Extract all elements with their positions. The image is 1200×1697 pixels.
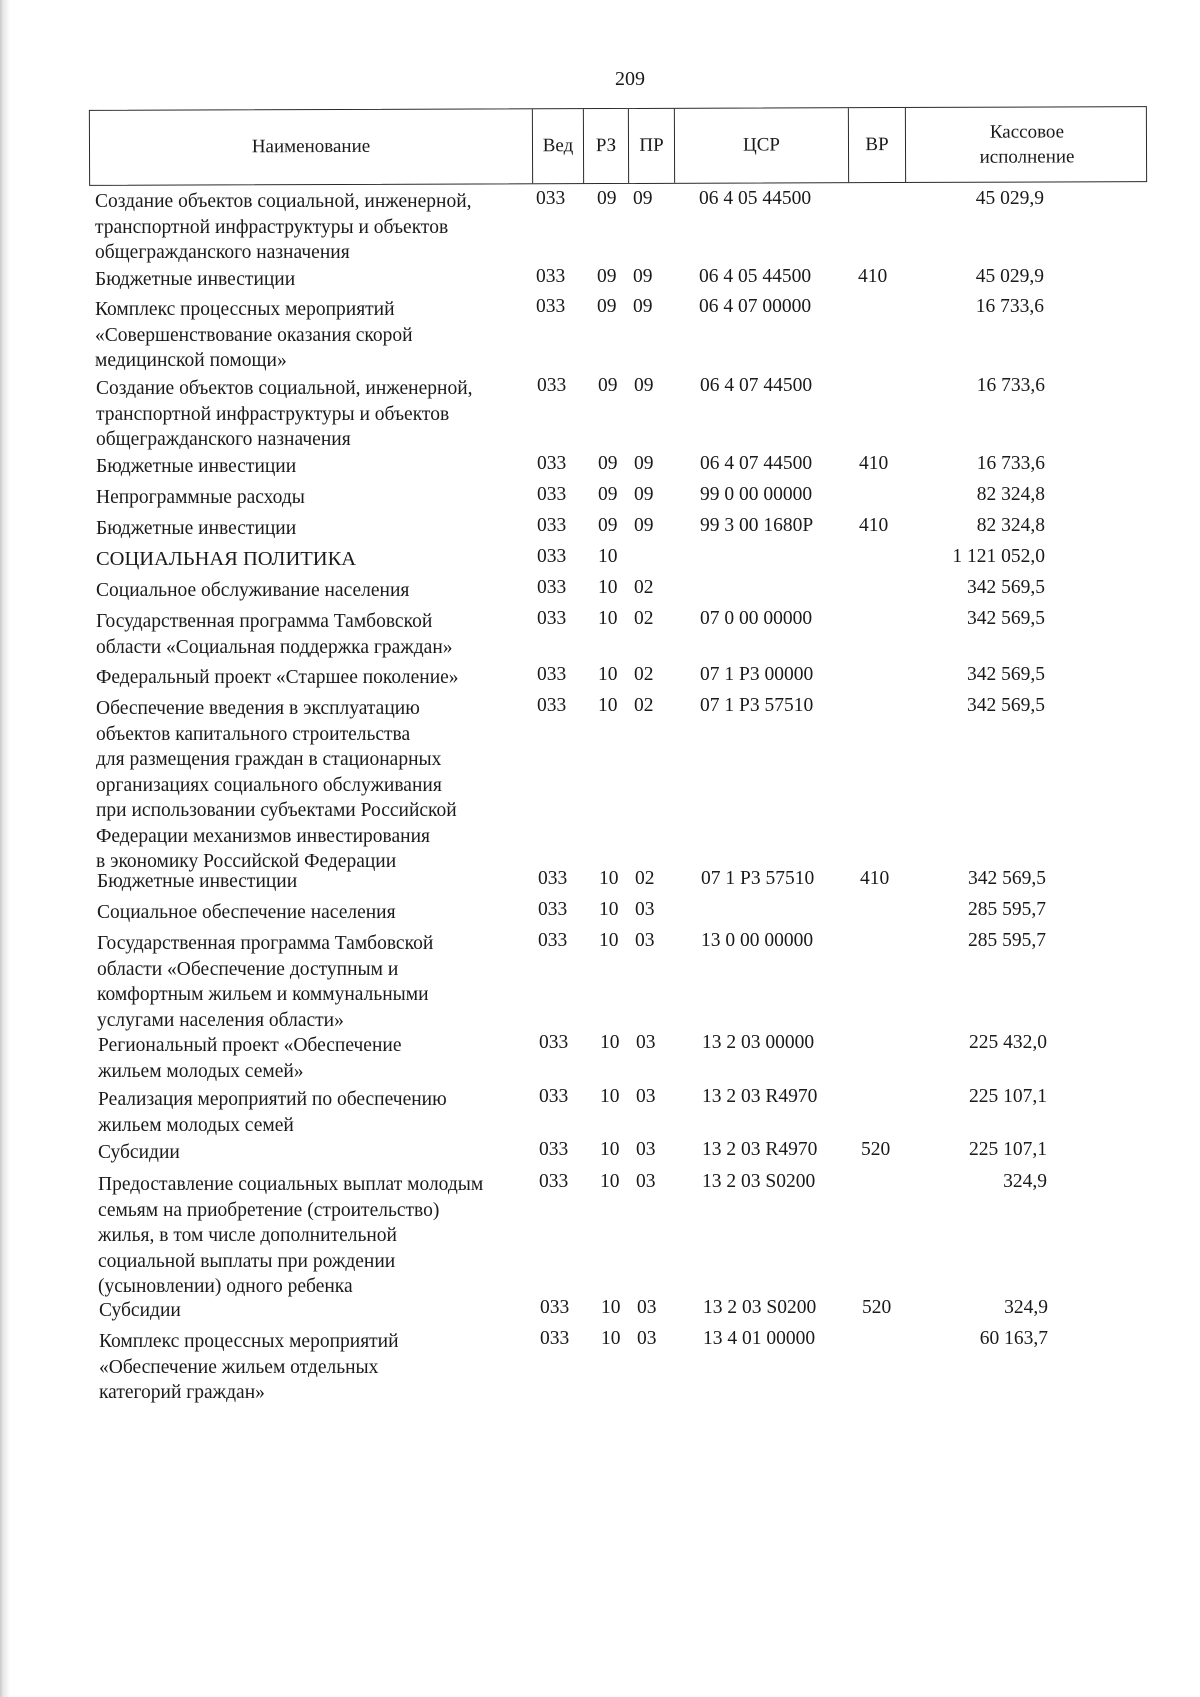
row-sum: 225 107,1 (969, 1139, 1047, 1160)
row-name: СОЦИАЛЬНАЯ ПОЛИТИКА (96, 548, 357, 570)
row-rz: 10 (599, 868, 619, 889)
row-rz: 10 (598, 664, 618, 685)
row-name: Бюджетные инвестиции (97, 871, 298, 892)
row-csr: 13 2 03 S0200 (703, 1297, 817, 1318)
row-rz: 10 (601, 1297, 621, 1318)
row-sum: 342 569,5 (967, 577, 1045, 598)
row-csr: 13 2 03 R4970 (702, 1139, 818, 1160)
row-sum: 45 029,9 (975, 266, 1044, 287)
row-name: Комплекс процессных мероприятий «Совершенствование оказания скорой медицинской помощи» (95, 299, 413, 371)
row-sum: 16 733,6 (976, 453, 1045, 474)
row-vr: 410 (860, 868, 890, 889)
row-ved: 033 (539, 1139, 569, 1160)
row-csr: 06 4 07 44500 (700, 453, 813, 474)
header-name: Наименование (90, 109, 533, 185)
row-sum: 324,9 (1003, 1171, 1047, 1192)
row-ved: 033 (536, 188, 566, 209)
row-vr: 410 (858, 266, 888, 287)
row-rz: 09 (598, 375, 618, 396)
row-rz: 10 (600, 1032, 620, 1053)
header-pr: ПР (629, 109, 675, 183)
row-sum: 1 121 052,0 (952, 546, 1045, 567)
row-csr: 06 4 05 44500 (699, 188, 812, 209)
row-csr: 07 1 Р3 57510 (701, 868, 815, 889)
row-name: Комплекс процессных мероприятий «Обеспечение жильем отдельных категорий граждан» (99, 1331, 399, 1403)
row-pr: 02 (634, 695, 654, 716)
row-pr: 03 (637, 1328, 657, 1349)
row-csr: 13 2 03 R4970 (702, 1086, 818, 1107)
row-sum: 16 733,6 (975, 296, 1044, 317)
row-ved: 033 (536, 296, 566, 317)
row-ved: 033 (538, 868, 568, 889)
row-pr: 03 (636, 1171, 656, 1192)
row-ved: 033 (540, 1328, 570, 1349)
row-rz: 10 (598, 577, 618, 598)
row-name: Региональный проект «Обеспечение жильем молодых семей» (98, 1035, 402, 1082)
row-sum: 342 569,5 (967, 664, 1045, 685)
row-sum: 225 107,1 (969, 1086, 1047, 1107)
row-rz: 10 (598, 695, 618, 716)
row-sum: 285 595,7 (968, 930, 1046, 951)
row-ved: 033 (536, 266, 566, 287)
row-rz: 09 (597, 296, 617, 317)
row-vr: 520 (861, 1139, 891, 1160)
row-ved: 033 (537, 453, 567, 474)
row-sum: 342 569,5 (968, 868, 1046, 889)
row-pr: 02 (634, 664, 654, 685)
row-pr: 09 (634, 453, 654, 474)
row-pr: 02 (634, 577, 654, 598)
row-sum: 16 733,6 (976, 375, 1045, 396)
row-name: Социальное обслуживание населения (96, 580, 410, 601)
header-ved: Вед (533, 109, 584, 183)
row-name: Социальное обеспечение населения (97, 902, 396, 923)
row-ved: 033 (539, 1086, 569, 1107)
row-rz: 09 (598, 515, 618, 536)
row-rz: 09 (598, 484, 618, 505)
row-name: Создание объектов социальной, инженерной, транспортной инфраструктуры и объектов общегражданского назначения (95, 191, 472, 263)
row-sum: 285 595,7 (968, 899, 1046, 920)
table-header (89, 106, 1147, 186)
row-pr: 02 (634, 608, 654, 629)
row-pr: 09 (634, 484, 654, 505)
row-csr: 07 1 Р3 00000 (700, 664, 814, 685)
row-name: Государственная программа Тамбовской области «Обеспечение доступным и комфортным жильем и коммунальными услугами населения области» (97, 933, 434, 1031)
row-ved: 033 (538, 930, 568, 951)
row-pr: 09 (633, 266, 653, 287)
row-rz: 09 (597, 266, 617, 287)
row-name: Бюджетные инвестиции (96, 518, 297, 539)
row-rz: 09 (597, 188, 617, 209)
scan-edge-shadow (0, 0, 10, 1697)
row-sum: 342 569,5 (967, 608, 1045, 629)
header-rz: РЗ (584, 109, 629, 183)
row-rz: 10 (601, 1328, 621, 1349)
row-sum: 324,9 (1004, 1297, 1048, 1318)
row-pr: 03 (636, 1032, 656, 1053)
row-ved: 033 (537, 546, 567, 567)
row-ved: 033 (537, 375, 567, 396)
row-name: Бюджетные инвестиции (96, 456, 297, 477)
row-pr: 03 (636, 1086, 656, 1107)
row-rz: 10 (599, 930, 619, 951)
row-name: Субсидии (98, 1142, 180, 1163)
row-ved: 033 (537, 484, 567, 505)
row-csr: 07 1 Р3 57510 (700, 695, 814, 716)
row-csr: 06 4 07 44500 (700, 375, 813, 396)
row-sum: 45 029,9 (975, 188, 1044, 209)
row-csr: 06 4 05 44500 (699, 266, 812, 287)
row-name: Бюджетные инвестиции (95, 269, 296, 290)
row-name: Реализация мероприятий по обеспечению жильем молодых семей (98, 1089, 447, 1136)
row-rz: 10 (600, 1171, 620, 1192)
row-pr: 09 (633, 188, 653, 209)
header-vr: ВР (849, 108, 906, 182)
row-pr: 03 (635, 899, 655, 920)
row-csr: 13 4 01 00000 (703, 1328, 816, 1349)
row-ved: 033 (537, 577, 567, 598)
row-sum: 82 324,8 (976, 484, 1045, 505)
row-csr: 13 2 03 00000 (702, 1032, 815, 1053)
row-csr: 99 0 00 00000 (700, 484, 813, 505)
row-csr: 13 2 03 S0200 (702, 1171, 816, 1192)
header-sum: Кассовое исполнение (979, 121, 1075, 168)
row-name: Непрограммные расходы (96, 487, 305, 508)
row-pr: 09 (633, 296, 653, 317)
row-vr: 520 (862, 1297, 892, 1318)
row-vr: 410 (859, 453, 889, 474)
row-vr: 410 (859, 515, 889, 536)
row-ved: 033 (537, 515, 567, 536)
row-rz: 10 (598, 546, 618, 567)
row-csr: 06 4 07 00000 (699, 296, 812, 317)
row-rz: 10 (600, 1086, 620, 1107)
row-csr: 99 3 00 1680Р (700, 515, 814, 536)
row-sum: 342 569,5 (967, 695, 1045, 716)
row-name: Предоставление социальных выплат молодым семьям на приобретение (строительство) жилья, в том числе дополнительной социальной выплаты при рождении (усыновлении) одного ребенка (98, 1174, 484, 1297)
row-name: Создание объектов социальной, инженерной, транспортной инфраструктуры и объектов общегражданского назначения (96, 378, 473, 450)
row-ved: 033 (539, 1171, 569, 1192)
row-pr: 09 (634, 375, 654, 396)
header-csr: ЦСР (675, 108, 849, 183)
row-csr: 07 0 00 00000 (700, 608, 813, 629)
row-pr: 02 (635, 868, 655, 889)
row-csr: 13 0 00 00000 (701, 930, 814, 951)
row-ved: 033 (540, 1297, 570, 1318)
row-name: Государственная программа Тамбовской области «Социальная поддержка граждан» (96, 611, 453, 658)
row-name: Обеспечение введения в эксплуатацию объектов капитального строительства для размещения граждан в стационарных организациях социального обслуживания при использовании субъектами Российской Федерации механизмов инвестирования в экономику Российской Федерации (96, 698, 457, 872)
page-number: 209 (615, 68, 645, 90)
row-name: Субсидии (99, 1300, 181, 1321)
row-sum: 82 324,8 (976, 515, 1045, 536)
row-ved: 033 (537, 695, 567, 716)
row-pr: 03 (636, 1139, 656, 1160)
row-ved: 033 (539, 1032, 569, 1053)
row-rz: 10 (598, 608, 618, 629)
row-rz: 09 (598, 453, 618, 474)
row-name: Федеральный проект «Старшее поколение» (96, 667, 459, 688)
row-sum: 225 432,0 (969, 1032, 1047, 1053)
row-pr: 03 (637, 1297, 657, 1318)
row-ved: 033 (537, 608, 567, 629)
row-pr: 09 (634, 515, 654, 536)
row-rz: 10 (600, 1139, 620, 1160)
row-pr: 03 (635, 930, 655, 951)
row-sum: 60 163,7 (979, 1328, 1048, 1349)
row-ved: 033 (537, 664, 567, 685)
row-rz: 10 (599, 899, 619, 920)
row-ved: 033 (538, 899, 568, 920)
